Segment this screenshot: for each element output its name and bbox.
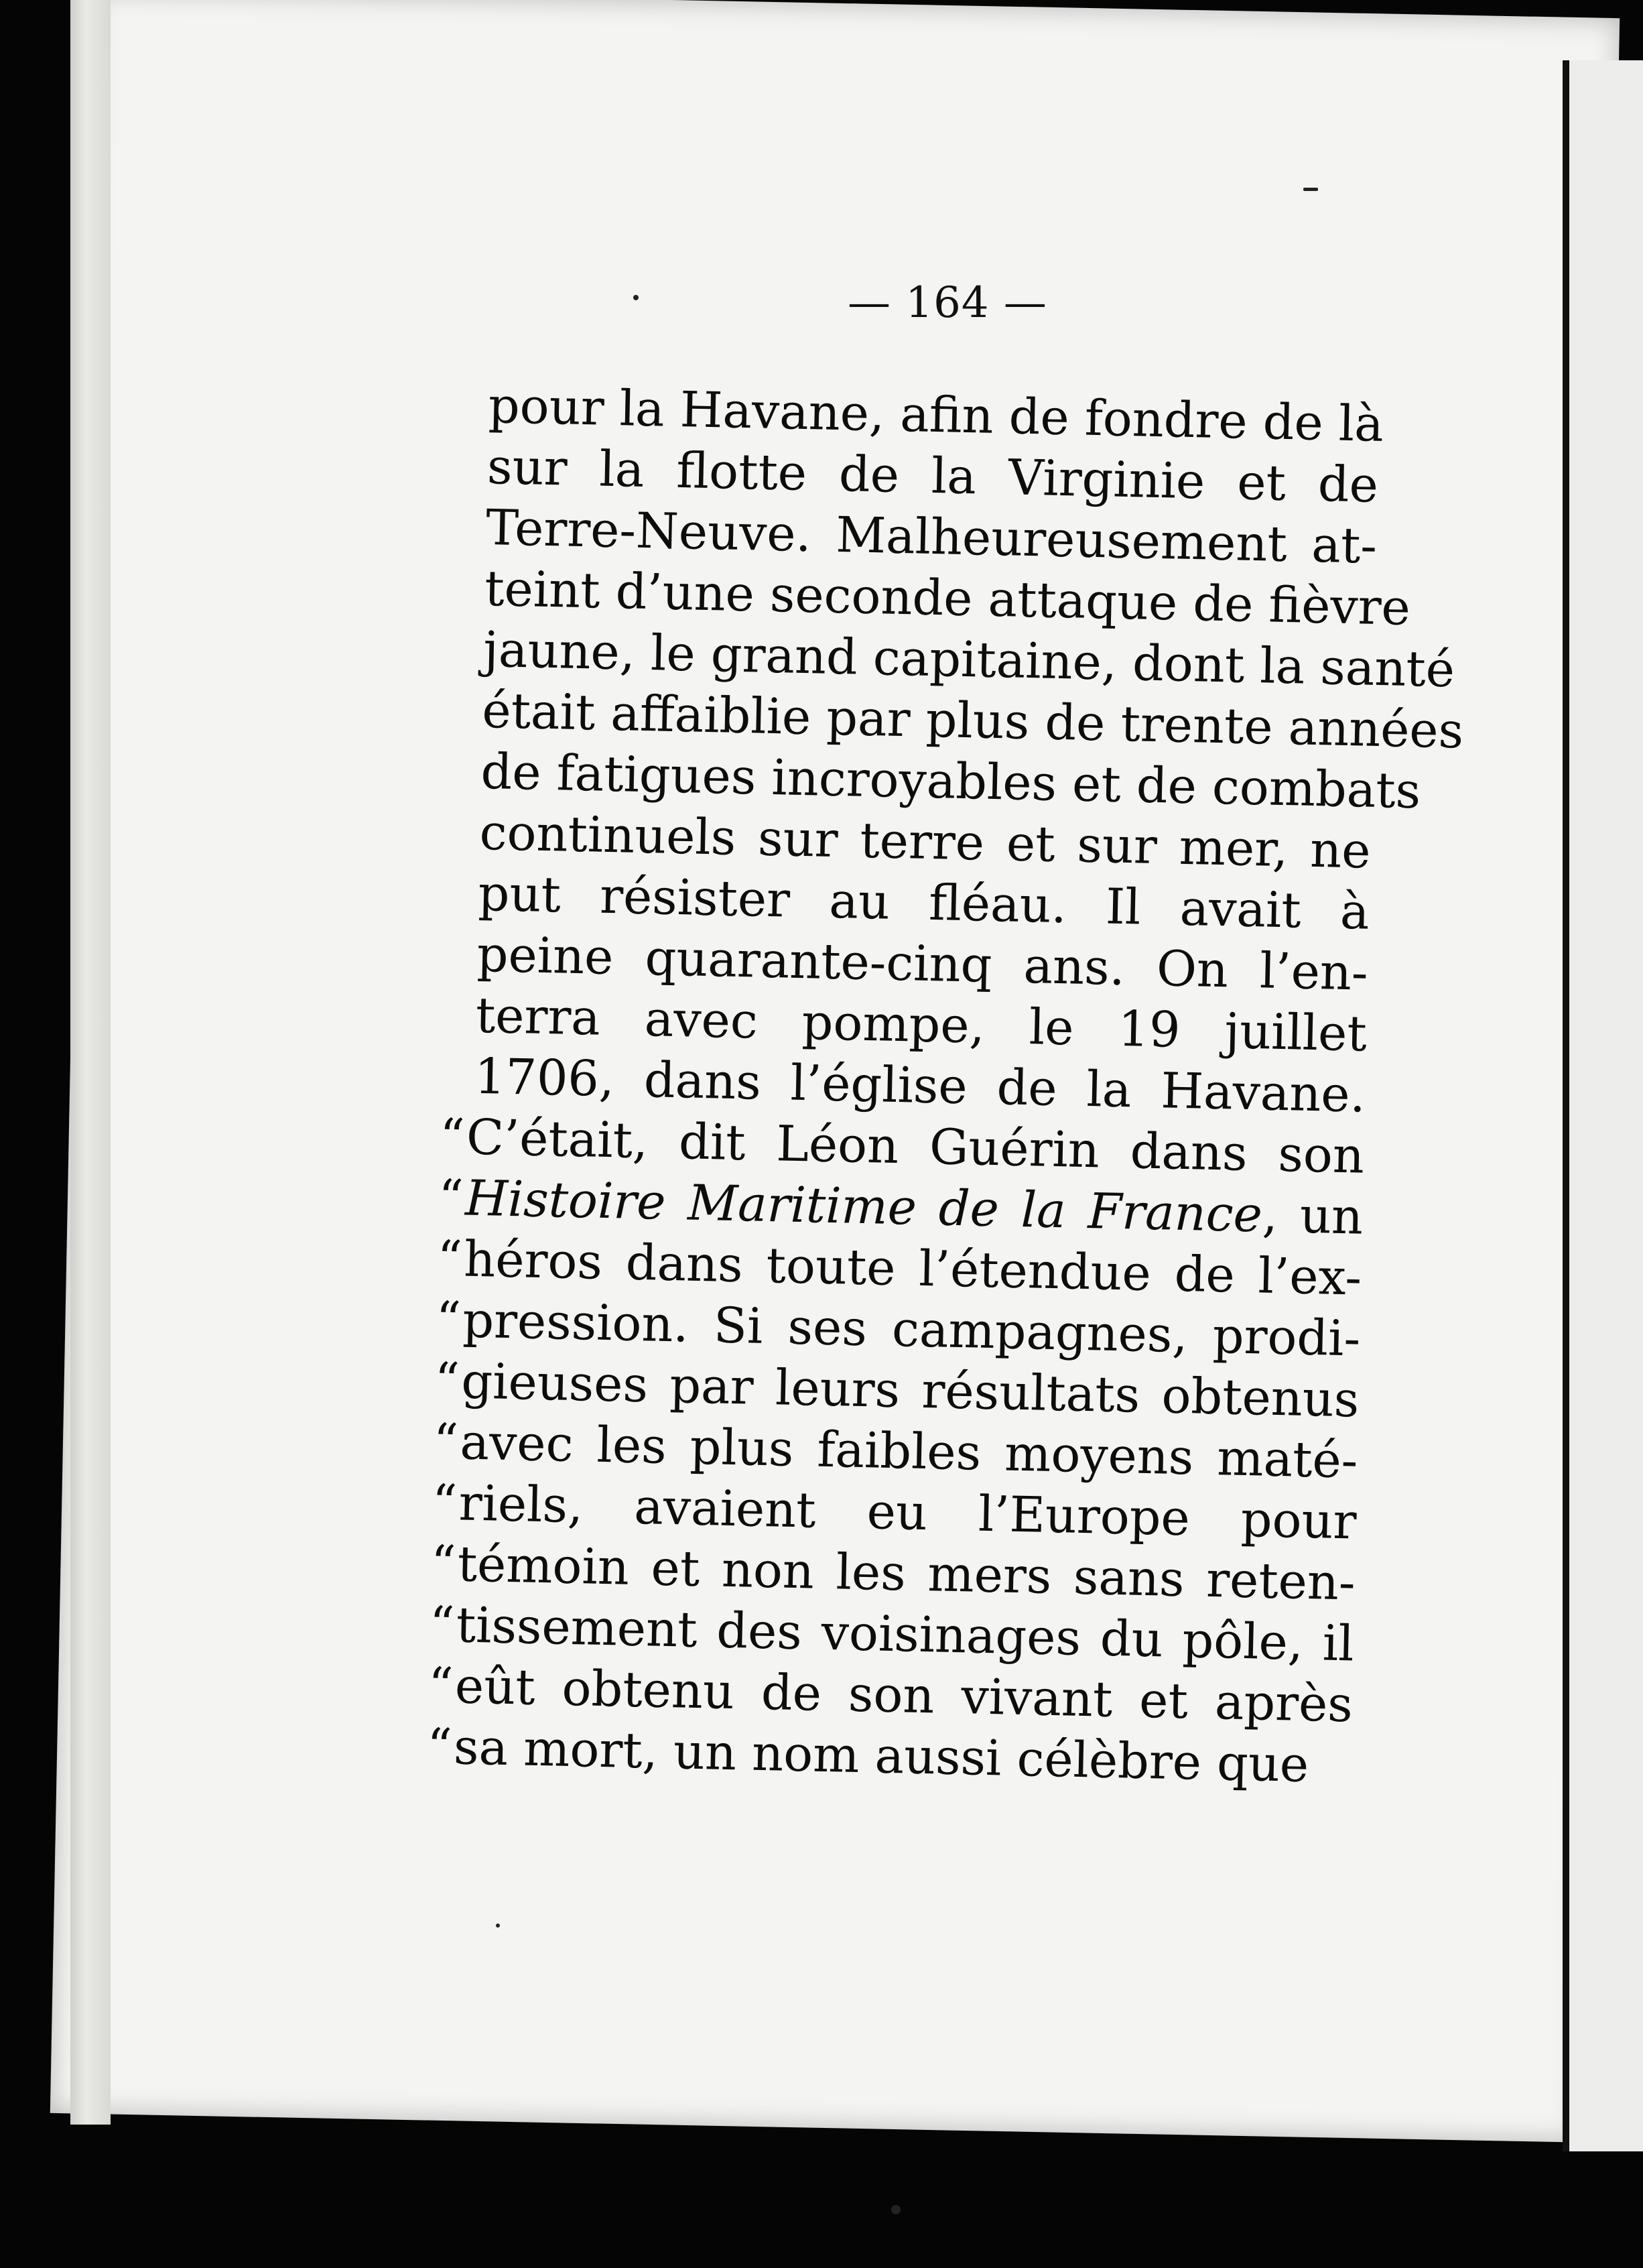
quoted-line: “héros dans toute l’étendue de l’ex- — [470, 1229, 1362, 1309]
quoted-line: “sa mort, un nom aussi célèbre que — [460, 1717, 1352, 1797]
text-line: jaune, le grand capitaine, dont la santé — [482, 621, 1455, 699]
book-title: Histoire Maritime de la France — [464, 1170, 1263, 1244]
quoted-line: “riels, avaient eu l’Europe pour — [465, 1473, 1358, 1553]
quoted-line: “tissement des voisinages du pôle, il — [462, 1595, 1355, 1675]
quoted-line: “gieuses par leurs résultats obtenus — [468, 1351, 1360, 1431]
text-line: était affaiblie par plus de trente années — [481, 682, 1464, 760]
text-line: pour la Havane, afin de fondre de là — [488, 377, 1384, 453]
quote-mark: “ — [438, 1169, 464, 1227]
text-line: continuels sur terre et sur mer, ne — [478, 804, 1372, 880]
text-line: terra avec pompe, le 19 juillet — [475, 987, 1368, 1063]
quoted-line: “avec les plus faibles moyens maté- — [466, 1412, 1359, 1492]
quote-mark: “ — [428, 1657, 454, 1715]
quoted-line: “Histoire Maritime de la France, un — [471, 1168, 1364, 1248]
facing-page-edge — [1563, 60, 1643, 2151]
text-line: put résister au fléau. Il avait à — [477, 865, 1370, 941]
quote-mark: “ — [435, 1291, 462, 1349]
text-line: Terre-Neuve. Malheureusement at- — [485, 499, 1378, 575]
text-line: peine quarante-cinq ans. On l’en- — [476, 926, 1369, 1002]
quoted-line: “eût obtenu de son vivant et après — [461, 1656, 1354, 1736]
quote-mark: “ — [426, 1718, 453, 1776]
quoted-line: “C’était, dit Léon Guérin dans son — [472, 1107, 1365, 1187]
quote-mark: “ — [439, 1108, 466, 1166]
body-text — [426, 375, 1464, 1796]
quoted-line: “témoin et non les mers sans reten- — [464, 1534, 1356, 1614]
page-number: — 164 — — [848, 278, 1047, 328]
quoted-line: “pression. Si ses campagnes, prodi- — [469, 1290, 1362, 1370]
ink-speck — [891, 2205, 901, 2214]
text-line: sur la flotte de la Virginie et de — [486, 438, 1379, 514]
text-line: 1706, dans l’église de la Havane. — [474, 1048, 1366, 1124]
ink-speck — [496, 1924, 500, 1928]
quote-mark: “ — [432, 1413, 459, 1471]
quote-mark: “ — [434, 1352, 460, 1410]
text-line: teint d’une seconde attaque de fièvre — [484, 560, 1411, 637]
ink-speck — [633, 295, 639, 300]
quote-mark: “ — [436, 1230, 463, 1288]
page-edge-left — [70, 0, 111, 2125]
quote-mark: “ — [430, 1535, 457, 1593]
text-line: de fatigues incroyables et de combats — [480, 743, 1421, 820]
ink-speck — [1303, 188, 1318, 191]
quote-mark: “ — [431, 1474, 458, 1532]
quote-mark: “ — [429, 1596, 456, 1654]
